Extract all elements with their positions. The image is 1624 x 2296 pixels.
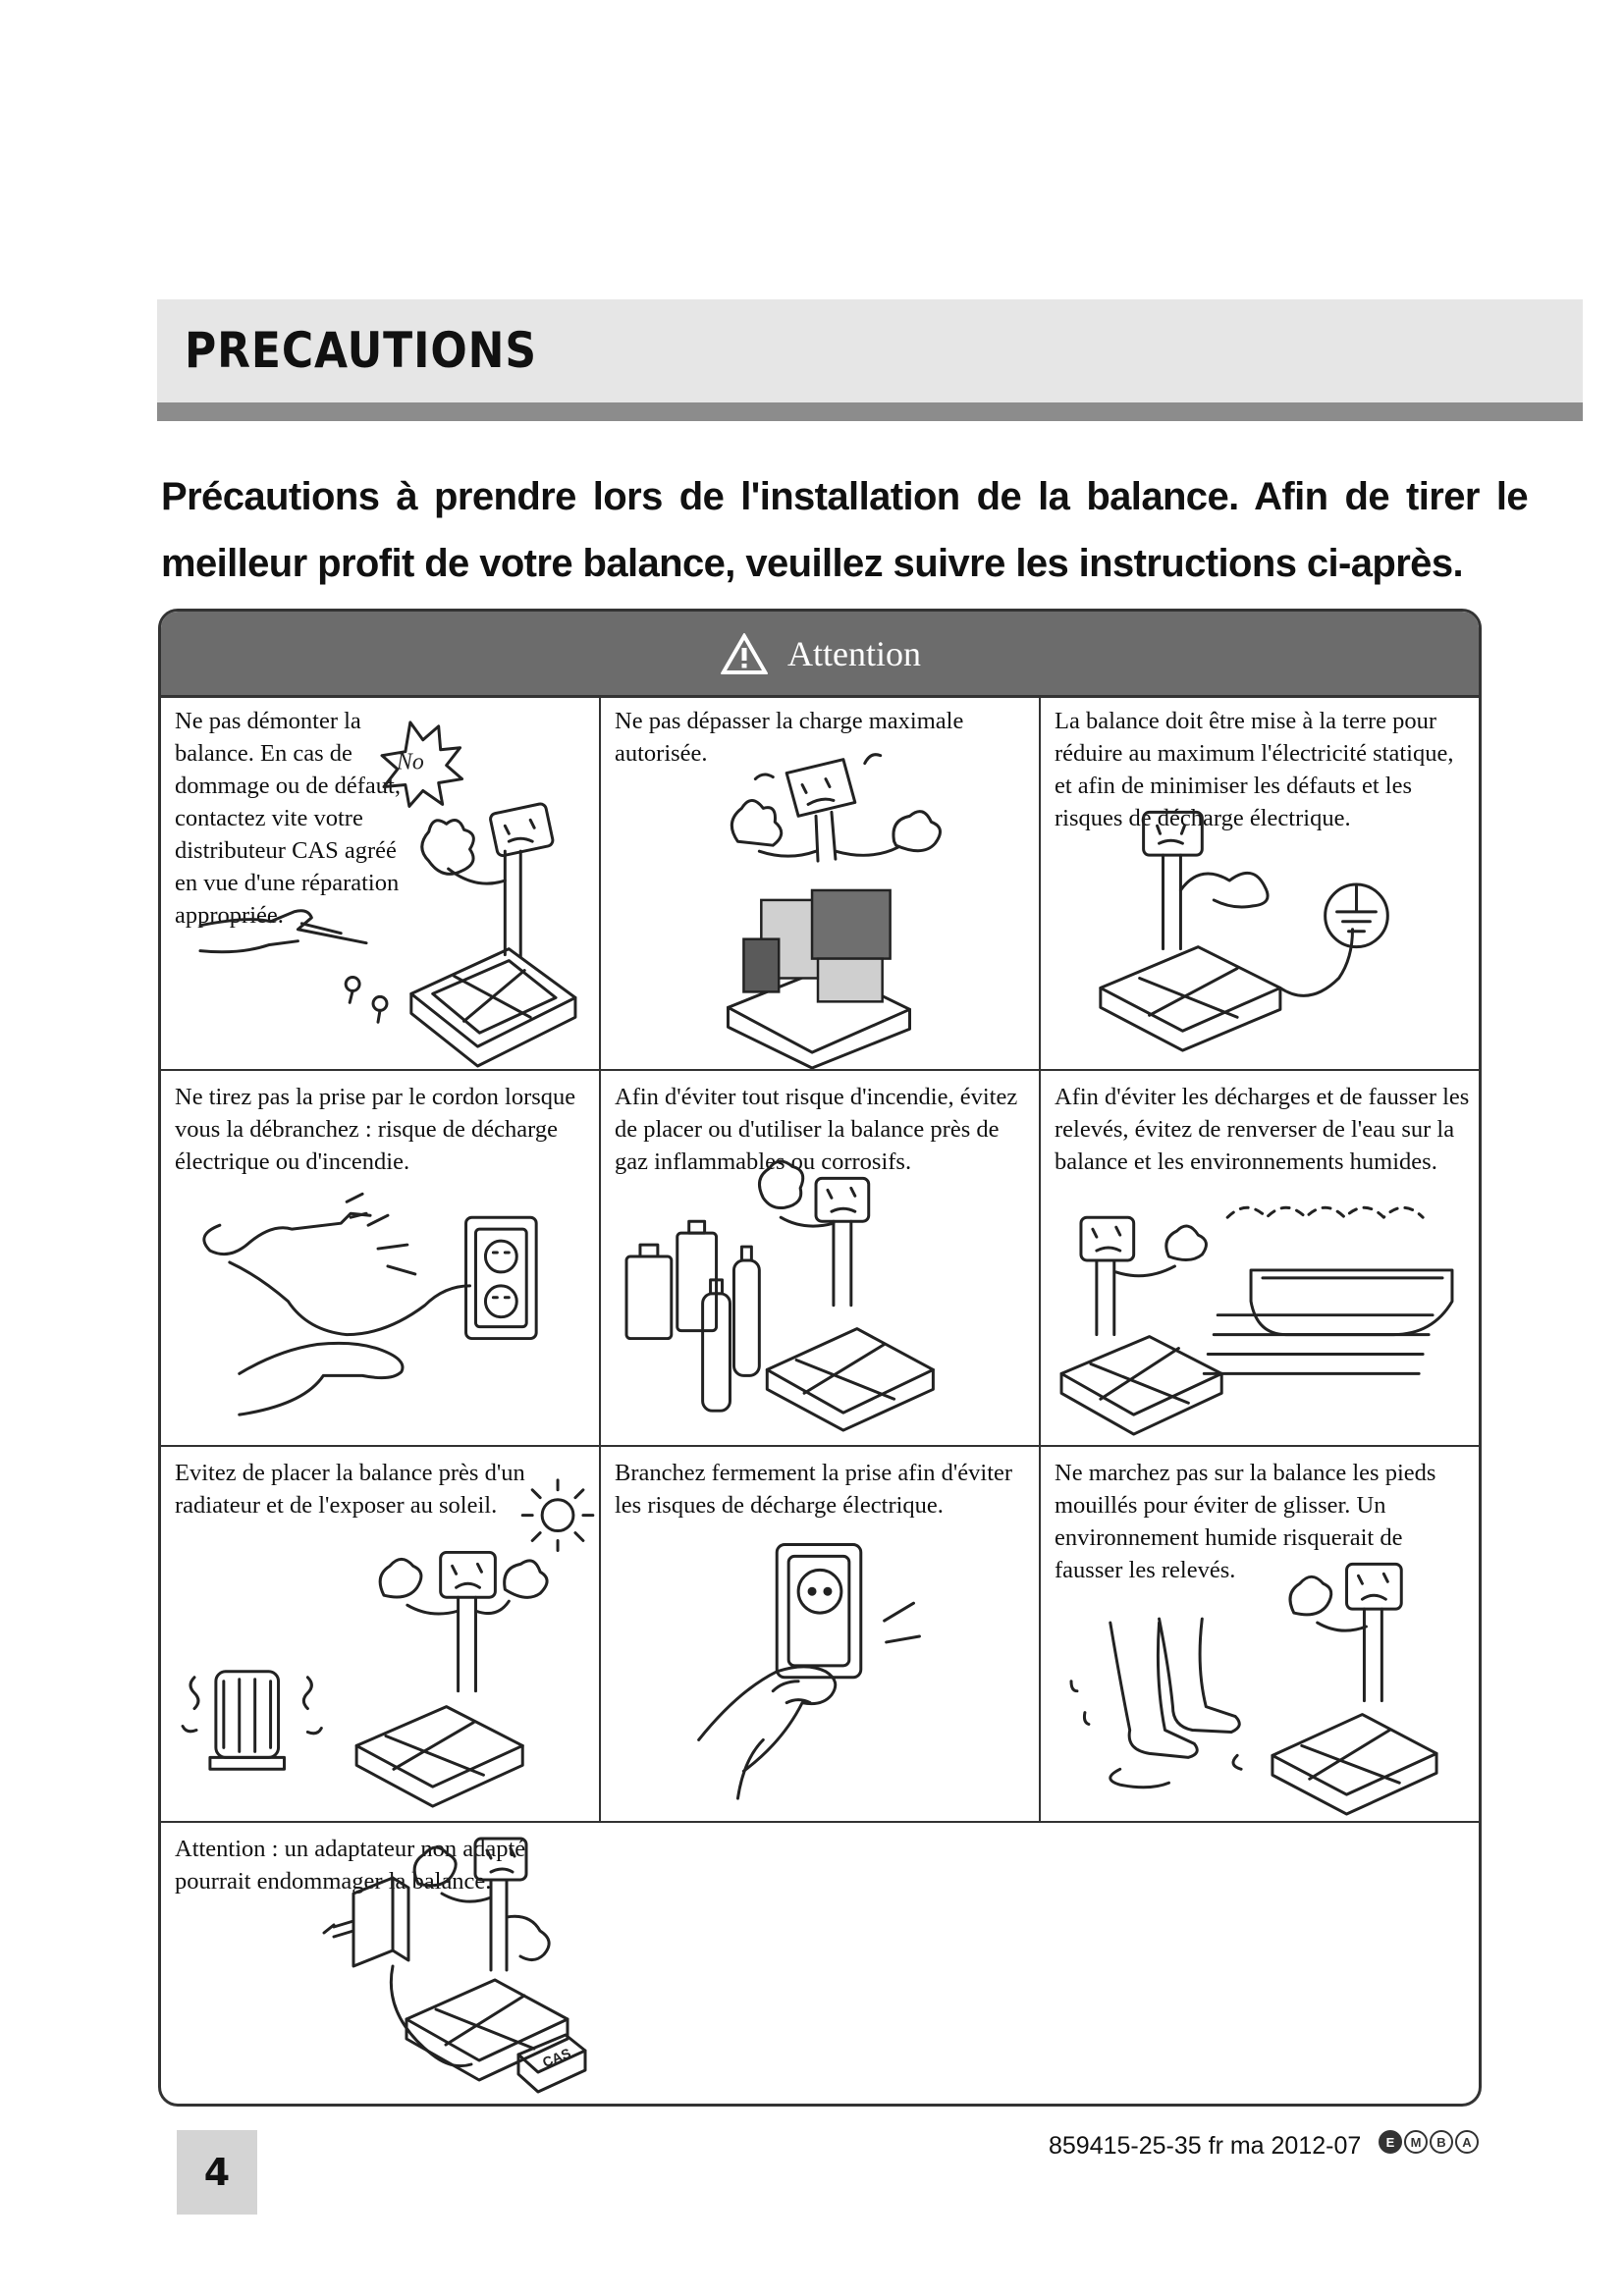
precaution-no-heat <box>161 1447 601 1823</box>
overload-illustration <box>601 695 1039 1069</box>
precaution-grounding <box>1041 695 1479 1071</box>
wet-feet-illustration <box>1041 1447 1479 1821</box>
attention-title: Attention <box>787 633 921 673</box>
precaution-text: Branchez fermement la prise afin d'éviter les risques de décharge électrique. <box>615 1460 1013 1519</box>
precaution-wet-feet <box>1041 1447 1479 1823</box>
adapter-illustration <box>161 1823 601 2104</box>
precaution-adapter <box>161 1823 1479 2104</box>
edition-marks <box>1379 2130 1479 2154</box>
precaution-text: La balance doit être mise à la terre pour réduire au maximum l'électricité statique, et afin de minimiser les défauts et les risques de décharge électrique. <box>1055 708 1454 831</box>
unplug-illustration <box>161 1071 599 1445</box>
page-number: 4 <box>177 2130 257 2215</box>
document-code: 859415-25-35 fr ma 2012-07 <box>1049 2132 1362 2160</box>
precaution-text: Ne pas démonter la balance. En cas de dommage ou de défaut, contactez vite votre distributeur CAS agréé en vue d'une réparation appropriée. <box>175 708 401 929</box>
precaution-text: Evitez de placer la balance près d'un radiateur et de l'exposer au soleil. <box>175 1460 525 1519</box>
precaution-text: Afin d'éviter tout risque d'incendie, évitez de placer ou d'utiliser la balance près de gaz inflammables ou corrosifs. <box>615 1084 1018 1175</box>
precaution-text: Attention : un adaptateur non adapté pourrait endommager la balance. <box>175 1836 526 1895</box>
disassembly-illustration <box>161 695 599 1069</box>
precaution-text: Ne tirez pas la prise par le cordon lorsque vous la débranchez : risque de décharge électrique ou d'incendie. <box>175 1084 576 1175</box>
plug-in-illustration <box>601 1447 1039 1821</box>
attention-header <box>161 612 1479 698</box>
precaution-text: Afin d'éviter les décharges et de fausser les relevés, évitez de renverser de l'eau sur la balance et les environnements humides. <box>1055 1084 1470 1175</box>
intro-paragraph: Précautions à prendre lors de l'installation de la balance. Afin de tirer le meilleur profit de votre balance, veuillez suivre les instructions ci-après. <box>161 475 1528 585</box>
warning-triangle-icon <box>719 631 770 676</box>
flammable-illustration <box>601 1071 1039 1445</box>
precaution-text: Ne pas dépasser la charge maximale autorisée. <box>615 708 964 767</box>
precaution-firm-plug <box>601 1447 1041 1823</box>
heat-sun-illustration <box>161 1447 599 1821</box>
precaution-max-load <box>601 695 1041 1071</box>
cas-box-label: CAS <box>540 2045 573 2071</box>
no-badge-text: No <box>396 749 424 775</box>
precaution-no-disassembly <box>161 695 601 1071</box>
attention-panel <box>158 609 1482 2107</box>
page-title: PRECAUTIONS <box>185 322 537 379</box>
header-rule <box>157 402 1583 421</box>
edition-mark: B <box>1430 2130 1453 2154</box>
precaution-unplug-safely <box>161 1071 601 1447</box>
edition-mark: M <box>1404 2130 1428 2154</box>
precaution-text: Ne marchez pas sur la balance les pieds mouillés pour éviter de glisser. Un environnement humide risquerait de fausser les relevés. <box>1055 1460 1436 1583</box>
precaution-flammable <box>601 1071 1041 1447</box>
precaution-no-water <box>1041 1071 1479 1447</box>
edition-mark: A <box>1455 2130 1479 2154</box>
humidity-illustration <box>1041 1071 1479 1445</box>
grounding-illustration <box>1041 695 1479 1069</box>
edition-mark: E <box>1379 2130 1402 2154</box>
